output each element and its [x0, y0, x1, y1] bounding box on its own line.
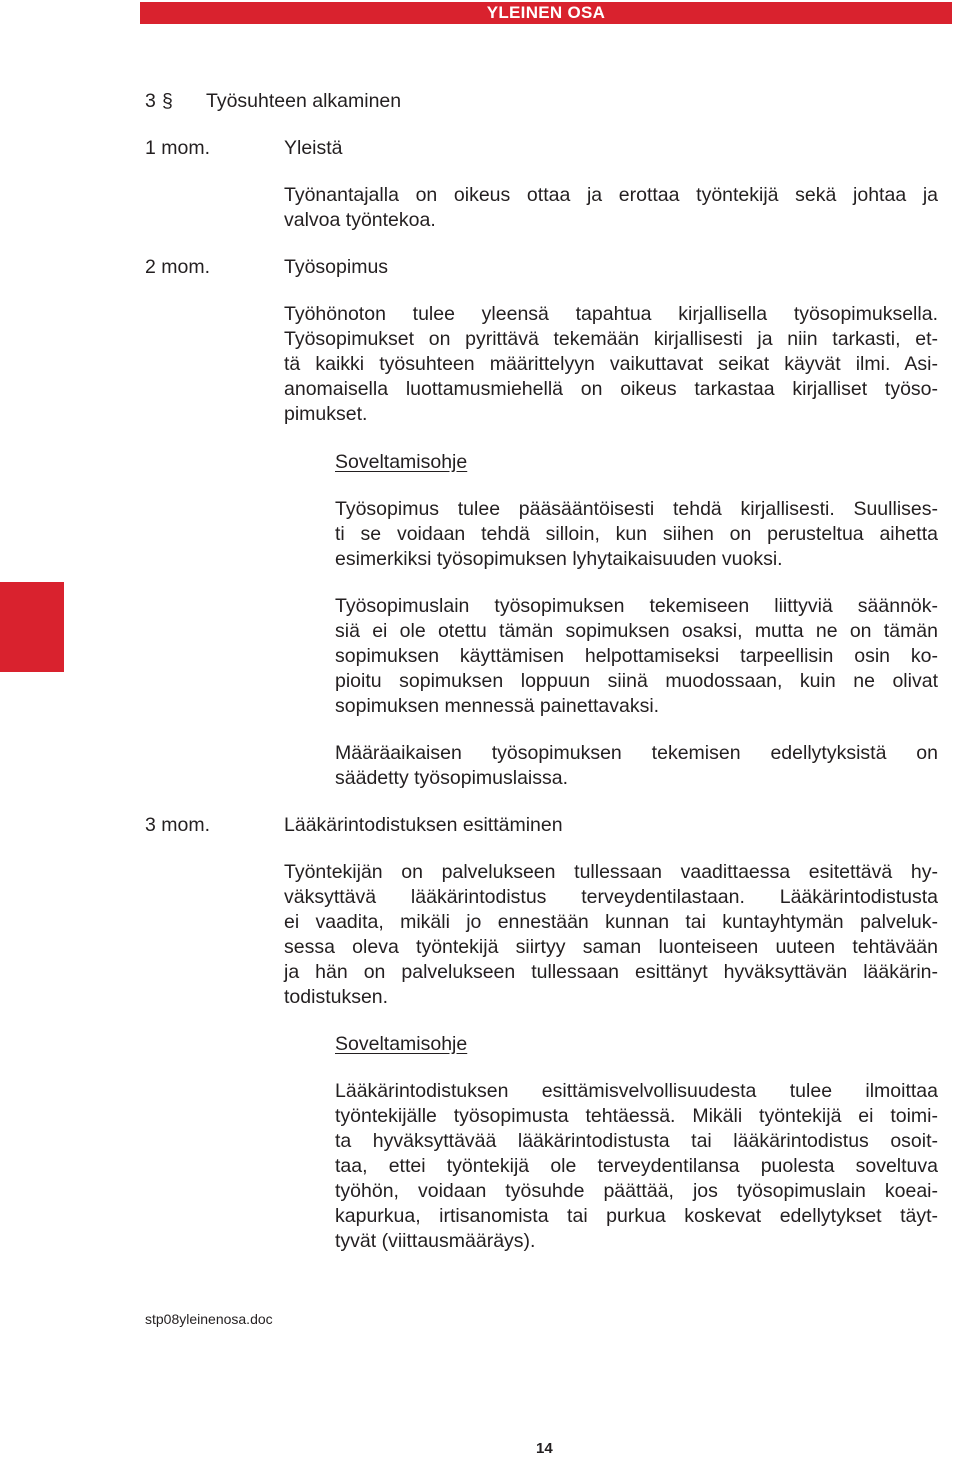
mom3-line: sessa oleva työntekijä siirtyy saman luonteiseen uuteen tehtävään — [284, 936, 938, 958]
guidance-line: työntekijälle työsopimusta tehtäessä. Mikäli työntekijä ei toimi- — [335, 1105, 938, 1127]
mom3-line: Työntekijän on palvelukseen tullessaan vaadittaessa esitettävä hy- — [284, 861, 938, 883]
section-title: Työsuhteen alkaminen — [206, 90, 402, 112]
mom2-line: anomaisella luottamusmiehellä on oikeus tarkastaa kirjalliset työso- — [284, 378, 938, 400]
mom3-title: Lääkärintodistuksen esittäminen — [284, 814, 563, 836]
guidance-line: Työsopimus tulee pääsääntöisesti tehdä kirjallisesti. Suullises- — [335, 498, 938, 520]
mom1-line: valvoa työntekoa. — [284, 209, 436, 231]
mom1-title: Yleistä — [284, 137, 343, 159]
section-number: 3 — [145, 90, 156, 112]
guidance-line: ta hyväksyttävää lääkärintodistusta tai lääkärintodistus osoit- — [335, 1130, 938, 1152]
guidance-line: työhön, voidaan työsuhde päättää, jos työsopimuslain koeai- — [335, 1180, 938, 1202]
guidance-heading: Soveltamisohje — [335, 1033, 468, 1055]
guidance-line: pioitu sopimuksen loppuun siinä muodossaan, kuin ne olivat — [335, 670, 938, 692]
guidance-line: taa, ettei työntekijä ole terveydentilansa puolesta soveltuva — [335, 1155, 938, 1177]
mom3-line: ja hän on palvelukseen tullessaan esittänyt hyväksyttävän lääkärin- — [284, 961, 938, 983]
mom1-label: 1 mom. — [145, 137, 211, 159]
mom2-line: tä kaikki työsuhteen määrittelyyn vaikuttavat seikat käyvät ilmi. Asi- — [284, 353, 938, 375]
mom2-line: Työsopimukset on pyrittävä tekemään kirjallisesti ja niin tarkasti, et- — [284, 328, 938, 350]
footer-filename: stp08yleinenosa.doc — [145, 1311, 273, 1327]
guidance-line: Lääkärintodistuksen esittämisvelvollisuudesta tulee ilmoittaa — [335, 1080, 938, 1102]
guidance-line: Määräaikaisen työsopimuksen tekemisen edellytyksistä on — [335, 742, 938, 764]
guidance-line: sopimuksen käyttämisen helpottamiseksi tarpeellisin osin ko- — [335, 645, 938, 667]
guidance-line: tyvät (viittausmääräys). — [335, 1230, 536, 1252]
mom3-line: ei vaadita, mikäli jo ennestään kunnan tai kuntayhtymän palveluk- — [284, 911, 938, 933]
header-title: YLEINEN OSA — [486, 3, 606, 22]
header-bar — [140, 2, 952, 24]
mom1-line: Työnantajalla on oikeus ottaa ja erottaa työntekijä sekä johtaa ja — [284, 184, 938, 206]
mom2-line: Työhönoton tulee yleensä tapahtua kirjallisella työsopimuksella. — [284, 303, 938, 325]
mom2-title: Työsopimus — [284, 256, 389, 278]
guidance-line: säädetty työsopimuslaissa. — [335, 767, 569, 789]
mom2-label: 2 mom. — [145, 256, 211, 278]
side-tab-marker — [0, 582, 64, 672]
mom3-line: todistuksen. — [284, 986, 389, 1008]
guidance-line: sopimuksen mennessä painettavaksi. — [335, 695, 660, 717]
mom3-line: väksyttävä lääkärintodistus terveydentilastaan. Lääkärintodistusta — [284, 886, 938, 908]
guidance-line: siä ei ole otettu tämän sopimuksen osaksi, mutta ne on tämän — [335, 620, 938, 642]
guidance-heading: Soveltamisohje — [335, 451, 468, 473]
guidance-line: Työsopimuslain työsopimuksen tekemiseen liittyviä säännök- — [335, 595, 938, 617]
mom3-label: 3 mom. — [145, 814, 211, 836]
section-symbol: § — [162, 90, 173, 112]
guidance-line: ti se voidaan tehdä silloin, kun siihen on perusteltua aihetta — [335, 523, 938, 545]
mom2-line: pimukset. — [284, 403, 368, 425]
guidance-line: esimerkiksi työsopimuksen lyhytaikaisuuden vuoksi. — [335, 548, 783, 570]
guidance-line: kapurkua, irtisanomista tai purkua koskevat edellytykset täyt- — [335, 1205, 938, 1227]
page-number: 14 — [536, 1440, 553, 1457]
